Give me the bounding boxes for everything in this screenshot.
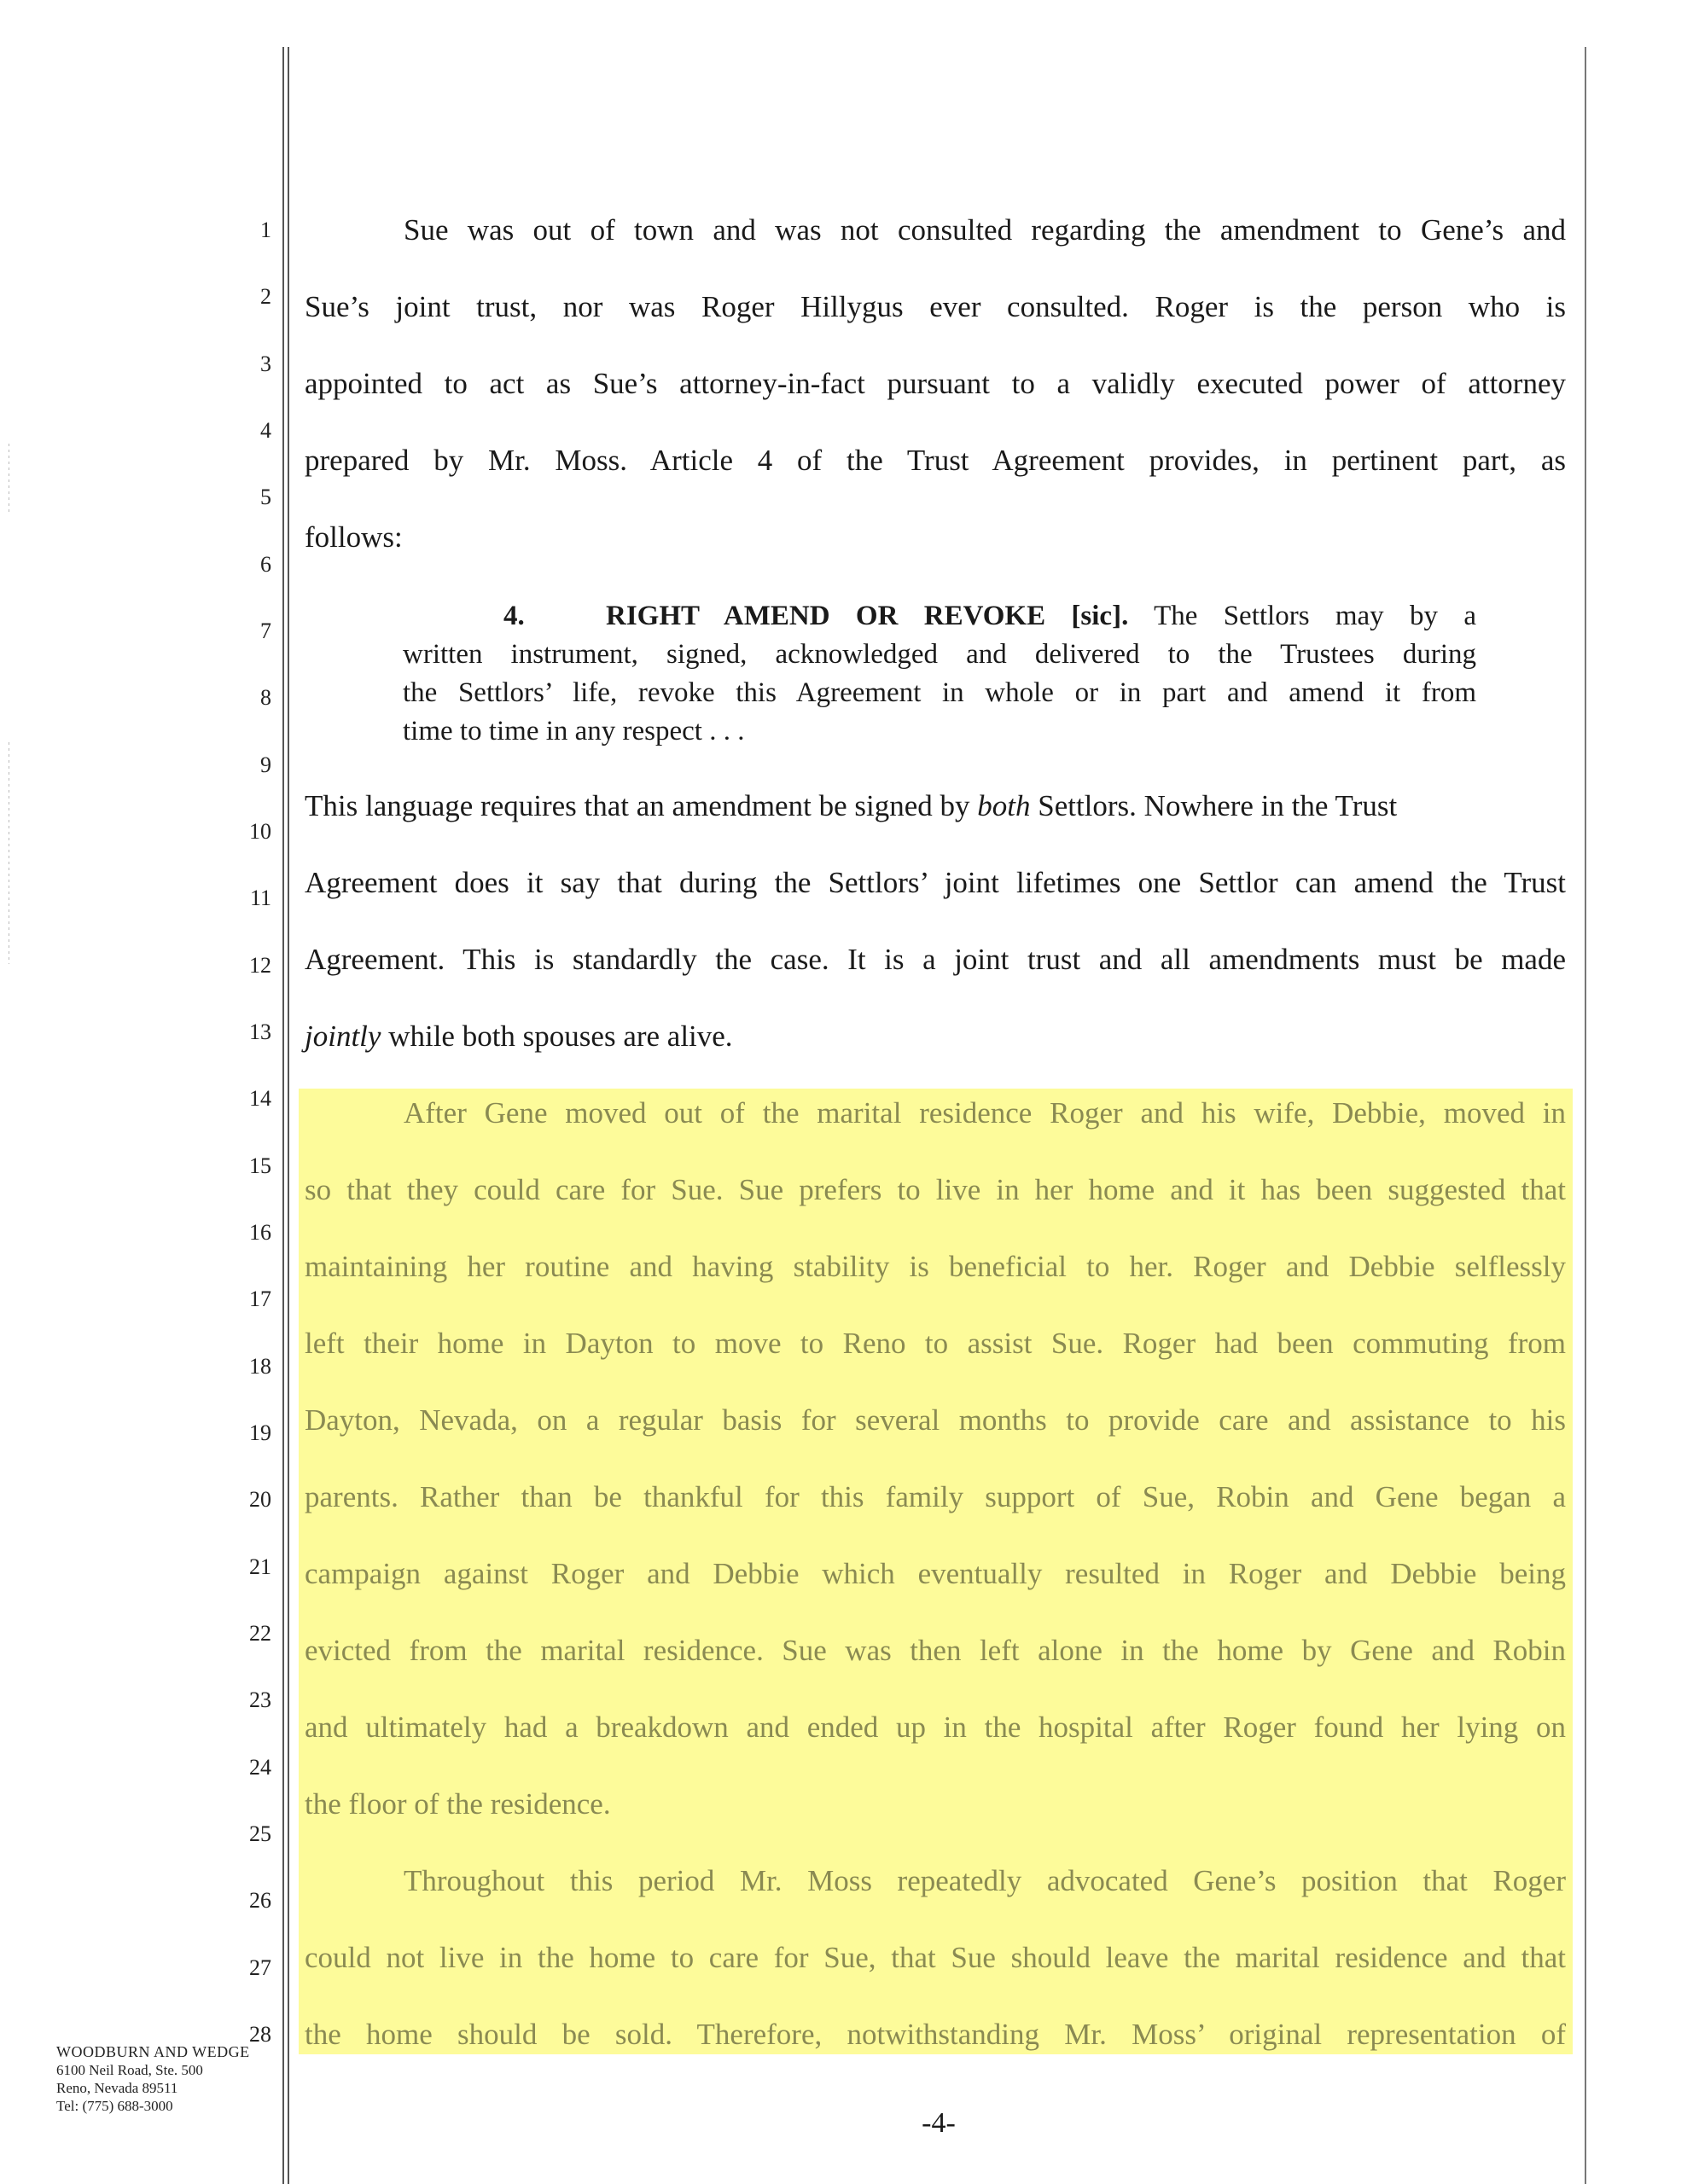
text-line: the floor of the residence. [305, 1787, 611, 1821]
line-number: 8 [260, 685, 271, 710]
text-line: Dayton, Nevada, on a regular basis for several months to provide care and assistance to his [305, 1403, 1566, 1437]
quote-line: time to time in any respect . . . [403, 716, 745, 746]
text-line: could not live in the home to care for Sue, that Sue should leave the marital residence and that [305, 1941, 1566, 1974]
line-number: 7 [260, 619, 271, 643]
text-line: parents. Rather than be thankful for this family support of Sue, Robin and Gene began a [305, 1480, 1566, 1513]
firm-city: Reno, Nevada 89511 [56, 2080, 178, 2096]
line-number: 2 [260, 284, 271, 309]
firm-address: 6100 Neil Road, Ste. 500 [56, 2062, 203, 2078]
line-number: 25 [249, 1821, 271, 1846]
line-number: 4 [260, 418, 271, 443]
line-number: 6 [260, 552, 271, 577]
text-line: Sue was out of town and was not consulted regarding the amendment to Gene’s and [404, 213, 1566, 247]
line-number: 12 [249, 953, 271, 978]
firm-block [56, 2043, 250, 2115]
text-line: and ultimately had a breakdown and ended up in the hospital after Roger found her lying on [305, 1711, 1566, 1744]
line-number: 20 [249, 1487, 271, 1512]
quote-text: The Settlors may by a [1154, 601, 1476, 631]
quote-line: the Settlors’ life, revoke this Agreement in whole or in part and amend it from [403, 677, 1476, 708]
line-number: 17 [249, 1287, 271, 1311]
line-number: 28 [249, 2022, 271, 2047]
line-number: 11 [249, 886, 271, 910]
text-line [305, 789, 1566, 823]
firm-phone: Tel: (775) 688-3000 [56, 2098, 173, 2114]
text-line [305, 1019, 1566, 1054]
text-run: Settlors. Nowhere in the Trust [1030, 789, 1398, 822]
text-run: while both spouses are alive. [381, 1019, 733, 1053]
line-number: 14 [249, 1086, 271, 1111]
quote-first-line [503, 597, 1476, 636]
quote-line: written instrument, signed, acknowledged and delivered to the Trustees during [403, 639, 1476, 670]
text-line: so that they could care for Sue. Sue prefers to live in her home and it has been suggested that [305, 1173, 1566, 1206]
text-line: evicted from the marital residence. Sue was then left alone in the home by Gene and Robin [305, 1634, 1566, 1667]
line-number: 26 [249, 1888, 271, 1913]
line-number: 16 [249, 1220, 271, 1245]
text-run: This language requires that an amendment be signed by [305, 789, 978, 822]
left-margin-rule [282, 47, 284, 2184]
line-number: 5 [260, 485, 271, 509]
line-number: 10 [249, 819, 271, 844]
line-number: 19 [249, 1420, 271, 1445]
firm-name: WOODBURN AND WEDGE [56, 2043, 250, 2060]
text-line: the home should be sold. Therefore, notwithstanding Mr. Moss’ original representation of [305, 2018, 1566, 2051]
text-line: prepared by Mr. Moss. Article 4 of the Trust Agreement provides, in pertinent part, as [305, 444, 1566, 477]
emphasis: both [977, 789, 1031, 822]
quote-heading: RIGHT AMEND OR REVOKE [sic]. [606, 601, 1129, 631]
line-number: 22 [249, 1621, 271, 1646]
line-number: 13 [249, 1019, 271, 1044]
text-line: appointed to act as Sue’s attorney-in-fact pursuant to a validly executed power of attorney [305, 367, 1566, 400]
text-line: Throughout this period Mr. Moss repeatedly advocated Gene’s position that Roger [404, 1864, 1566, 1897]
line-number: 1 [260, 218, 271, 242]
text-line: After Gene moved out of the marital residence Roger and his wife, Debbie, moved in [404, 1096, 1566, 1130]
line-number: 23 [249, 1687, 271, 1712]
line-number: 3 [260, 351, 271, 376]
text-line: campaign against Roger and Debbie which eventually resulted in Roger and Debbie being [305, 1557, 1566, 1590]
text-line: left their home in Dayton to move to Reno to assist Sue. Roger had been commuting from [305, 1327, 1566, 1360]
text-line: Sue’s joint trust, nor was Roger Hillygus ever consulted. Roger is the person who is [305, 290, 1566, 323]
line-number: 9 [260, 752, 271, 777]
text-line: follows: [305, 520, 403, 554]
page-number: -4- [922, 2107, 956, 2139]
left-margin-rule-inner [288, 47, 289, 2184]
right-margin-rule [1585, 47, 1586, 2184]
emphasis: jointly [305, 1019, 381, 1053]
quote-article-number: 4. [503, 601, 525, 631]
text-line: Agreement. This is standardly the case. It is a joint trust and all amendments must be made [305, 943, 1566, 976]
line-number: 27 [249, 1955, 271, 1980]
text-line: Agreement does it say that during the Settlors’ joint lifetimes one Settlor can amend the Trust [305, 866, 1566, 899]
line-number: 24 [249, 1755, 271, 1780]
line-number: 21 [249, 1554, 271, 1579]
text-line: maintaining her routine and having stability is beneficial to her. Roger and Debbie selflessly [305, 1250, 1566, 1283]
line-number: 18 [249, 1354, 271, 1379]
line-number: 15 [249, 1153, 271, 1178]
